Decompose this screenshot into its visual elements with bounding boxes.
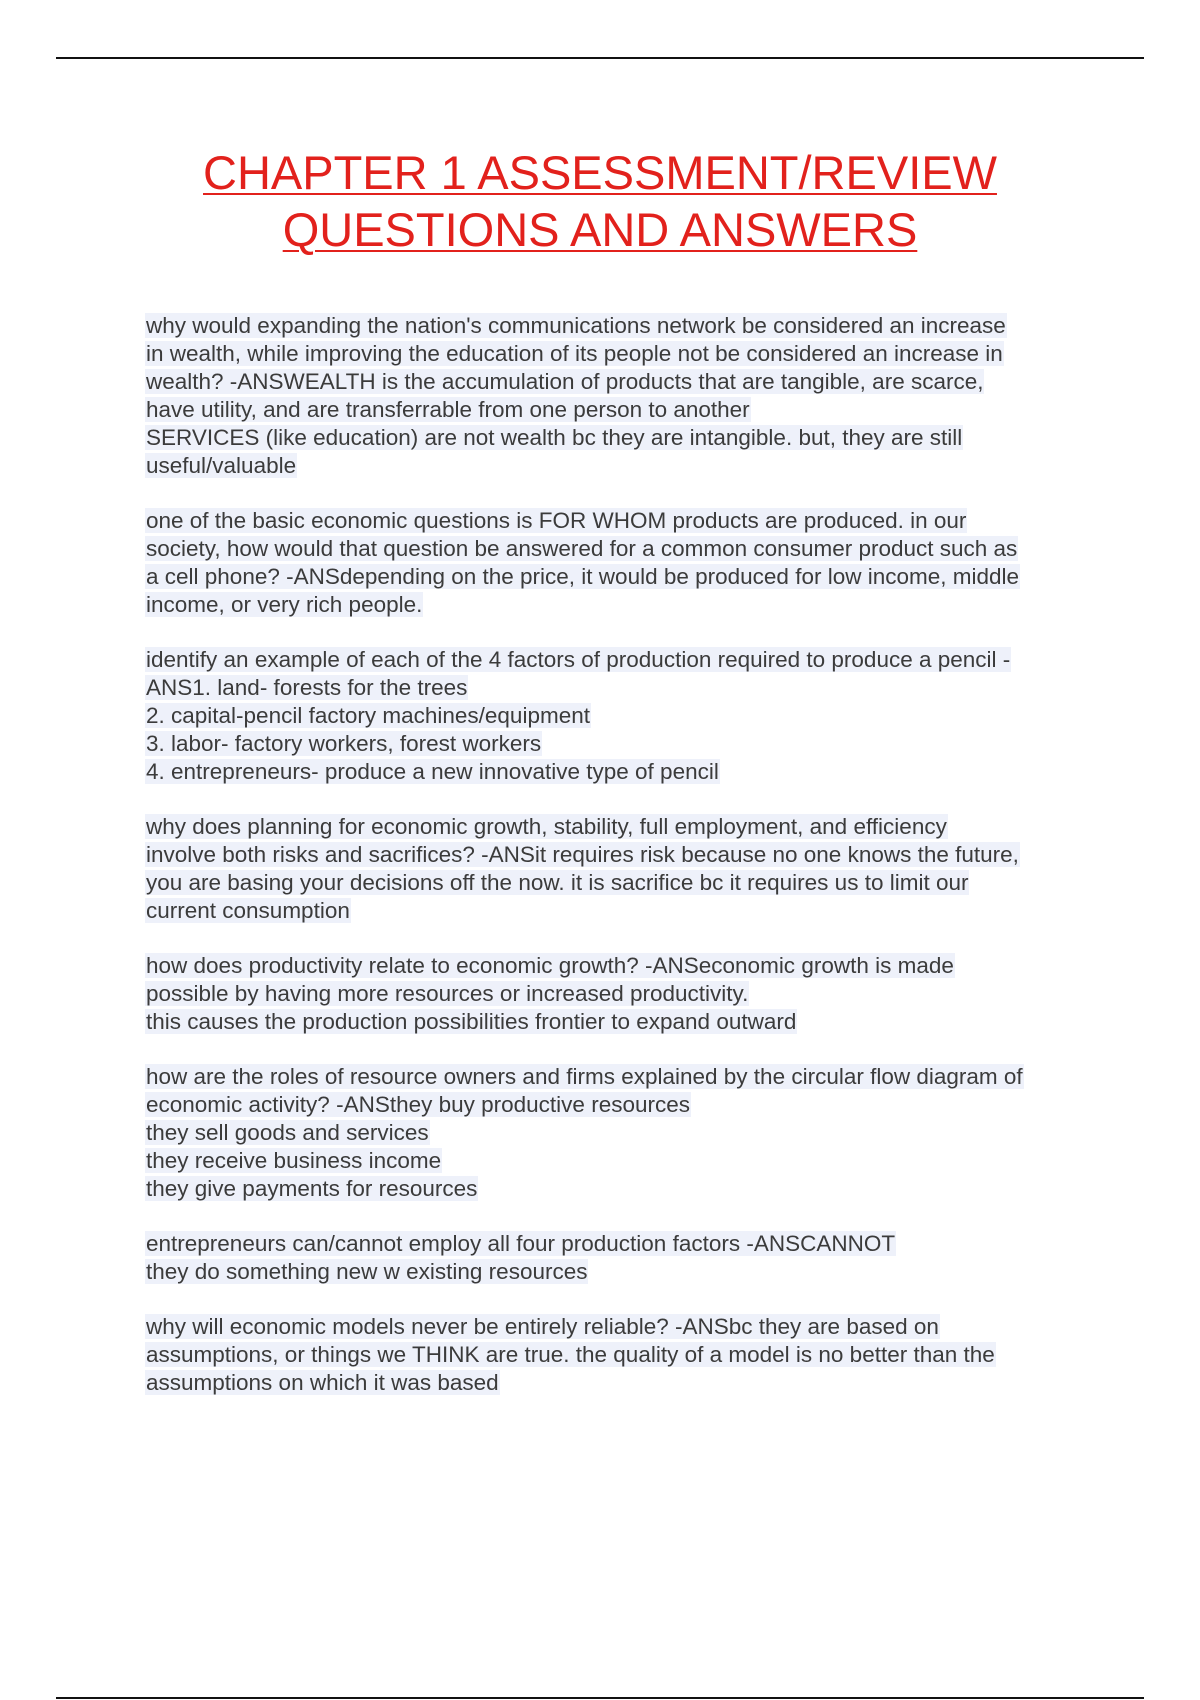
top-rule (56, 57, 1144, 59)
qa-paragraph (145, 952, 1095, 1036)
qa-line (145, 702, 1095, 730)
qa-line (145, 897, 1095, 925)
qa-line-text: how are the roles of resource owners and firms explained by the circular flow diagram of (146, 1064, 1023, 1089)
qa-line-text: economic activity? -ANSthey buy productive resources (146, 1092, 690, 1117)
qa-line-text: useful/valuable (146, 453, 297, 478)
qa-line (145, 396, 1095, 424)
qa-line-text: why does planning for economic growth, stability, full employment, and efficiency (146, 814, 947, 839)
qa-line (145, 591, 1095, 619)
qa-line-text: SERVICES (like education) are not wealth bc they are intangible. but, they are still (146, 425, 963, 450)
qa-line-text: ANS1. land- forests for the trees (146, 675, 468, 700)
qa-line (145, 1313, 1095, 1341)
qa-paragraph (145, 312, 1095, 480)
qa-line-text: entrepreneurs can/cannot employ all four production factors -ANSCANNOT (146, 1231, 896, 1256)
qa-line-text: have utility, and are transferrable from one person to another (146, 397, 750, 422)
qa-paragraph (145, 1313, 1095, 1397)
qa-line (145, 452, 1095, 480)
qa-paragraph (145, 507, 1095, 619)
qa-line (145, 1258, 1095, 1286)
qa-line-text: society, how would that question be answered for a common consumer product such as (146, 536, 1018, 561)
qa-line-text: this causes the production possibilities frontier to expand outward (146, 1009, 797, 1034)
qa-line (145, 1091, 1095, 1119)
qa-list (145, 312, 1095, 1424)
qa-line (145, 1119, 1095, 1147)
qa-line-text: you are basing your decisions off the now. it is sacrifice bc it requires us to limit our (146, 870, 969, 895)
qa-line-text: how does productivity relate to economic growth? -ANSeconomic growth is made (146, 953, 954, 978)
qa-line (145, 1230, 1095, 1258)
qa-line (145, 674, 1095, 702)
qa-line (145, 1147, 1095, 1175)
qa-line-text: one of the basic economic questions is FOR WHOM products are produced. in our (146, 508, 967, 533)
qa-line-text: why would expanding the nation's communications network be considered an increase (146, 313, 1006, 338)
qa-line-text: 3. labor- factory workers, forest workers (146, 731, 542, 756)
qa-line (145, 952, 1095, 980)
qa-line (145, 758, 1095, 786)
qa-line-text: wealth? -ANSWEALTH is the accumulation of products that are tangible, are scarce, (146, 369, 984, 394)
qa-line (145, 312, 1095, 340)
qa-paragraph (145, 1230, 1095, 1286)
qa-line-text: they give payments for resources (146, 1176, 478, 1201)
qa-line-text: 2. capital-pencil factory machines/equipment (146, 703, 590, 728)
document-title (0, 144, 1200, 258)
qa-line-text: assumptions on which it was based (146, 1370, 499, 1395)
bottom-rule (56, 1697, 1144, 1699)
qa-line-text: 4. entrepreneurs- produce a new innovative type of pencil (146, 759, 719, 784)
document-title-line-2: QUESTIONS AND ANSWERS (282, 203, 918, 256)
qa-line (145, 535, 1095, 563)
qa-line (145, 1175, 1095, 1203)
qa-paragraph (145, 646, 1095, 786)
qa-paragraph (145, 813, 1095, 925)
qa-line-text: a cell phone? -ANSdepending on the price, it would be produced for low income, middle (146, 564, 1020, 589)
qa-line-text: why will economic models never be entirely reliable? -ANSbc they are based on (146, 1314, 939, 1339)
qa-line-text: identify an example of each of the 4 factors of production required to produce a pencil - (146, 647, 1011, 672)
qa-line-text: involve both risks and sacrifices? -ANSit requires risk because no one knows the future, (146, 842, 1019, 867)
qa-line-text: in wealth, while improving the education of its people not be considered an increase in (146, 341, 1003, 366)
qa-line (145, 340, 1095, 368)
qa-line (145, 646, 1095, 674)
qa-line-text: income, or very rich people. (146, 592, 423, 617)
qa-line (145, 507, 1095, 535)
qa-paragraph (145, 1063, 1095, 1203)
qa-line (145, 424, 1095, 452)
qa-line-text: assumptions, or things we THINK are true. the quality of a model is no better than the (146, 1342, 995, 1367)
qa-line (145, 563, 1095, 591)
document-title-line-1: CHAPTER 1 ASSESSMENT/REVIEW (203, 146, 997, 199)
qa-line-text: current consumption (146, 898, 350, 923)
qa-line-text: they sell goods and services (146, 1120, 429, 1145)
qa-line (145, 869, 1095, 897)
qa-line (145, 1008, 1095, 1036)
qa-line (145, 1369, 1095, 1397)
qa-line (145, 730, 1095, 758)
qa-line-text: possible by having more resources or increased productivity. (146, 981, 749, 1006)
qa-line (145, 1341, 1095, 1369)
qa-line (145, 980, 1095, 1008)
qa-line-text: they do something new w existing resources (146, 1259, 588, 1284)
qa-line-text: they receive business income (146, 1148, 442, 1173)
qa-line (145, 841, 1095, 869)
qa-line (145, 1063, 1095, 1091)
qa-line (145, 813, 1095, 841)
qa-line (145, 368, 1095, 396)
